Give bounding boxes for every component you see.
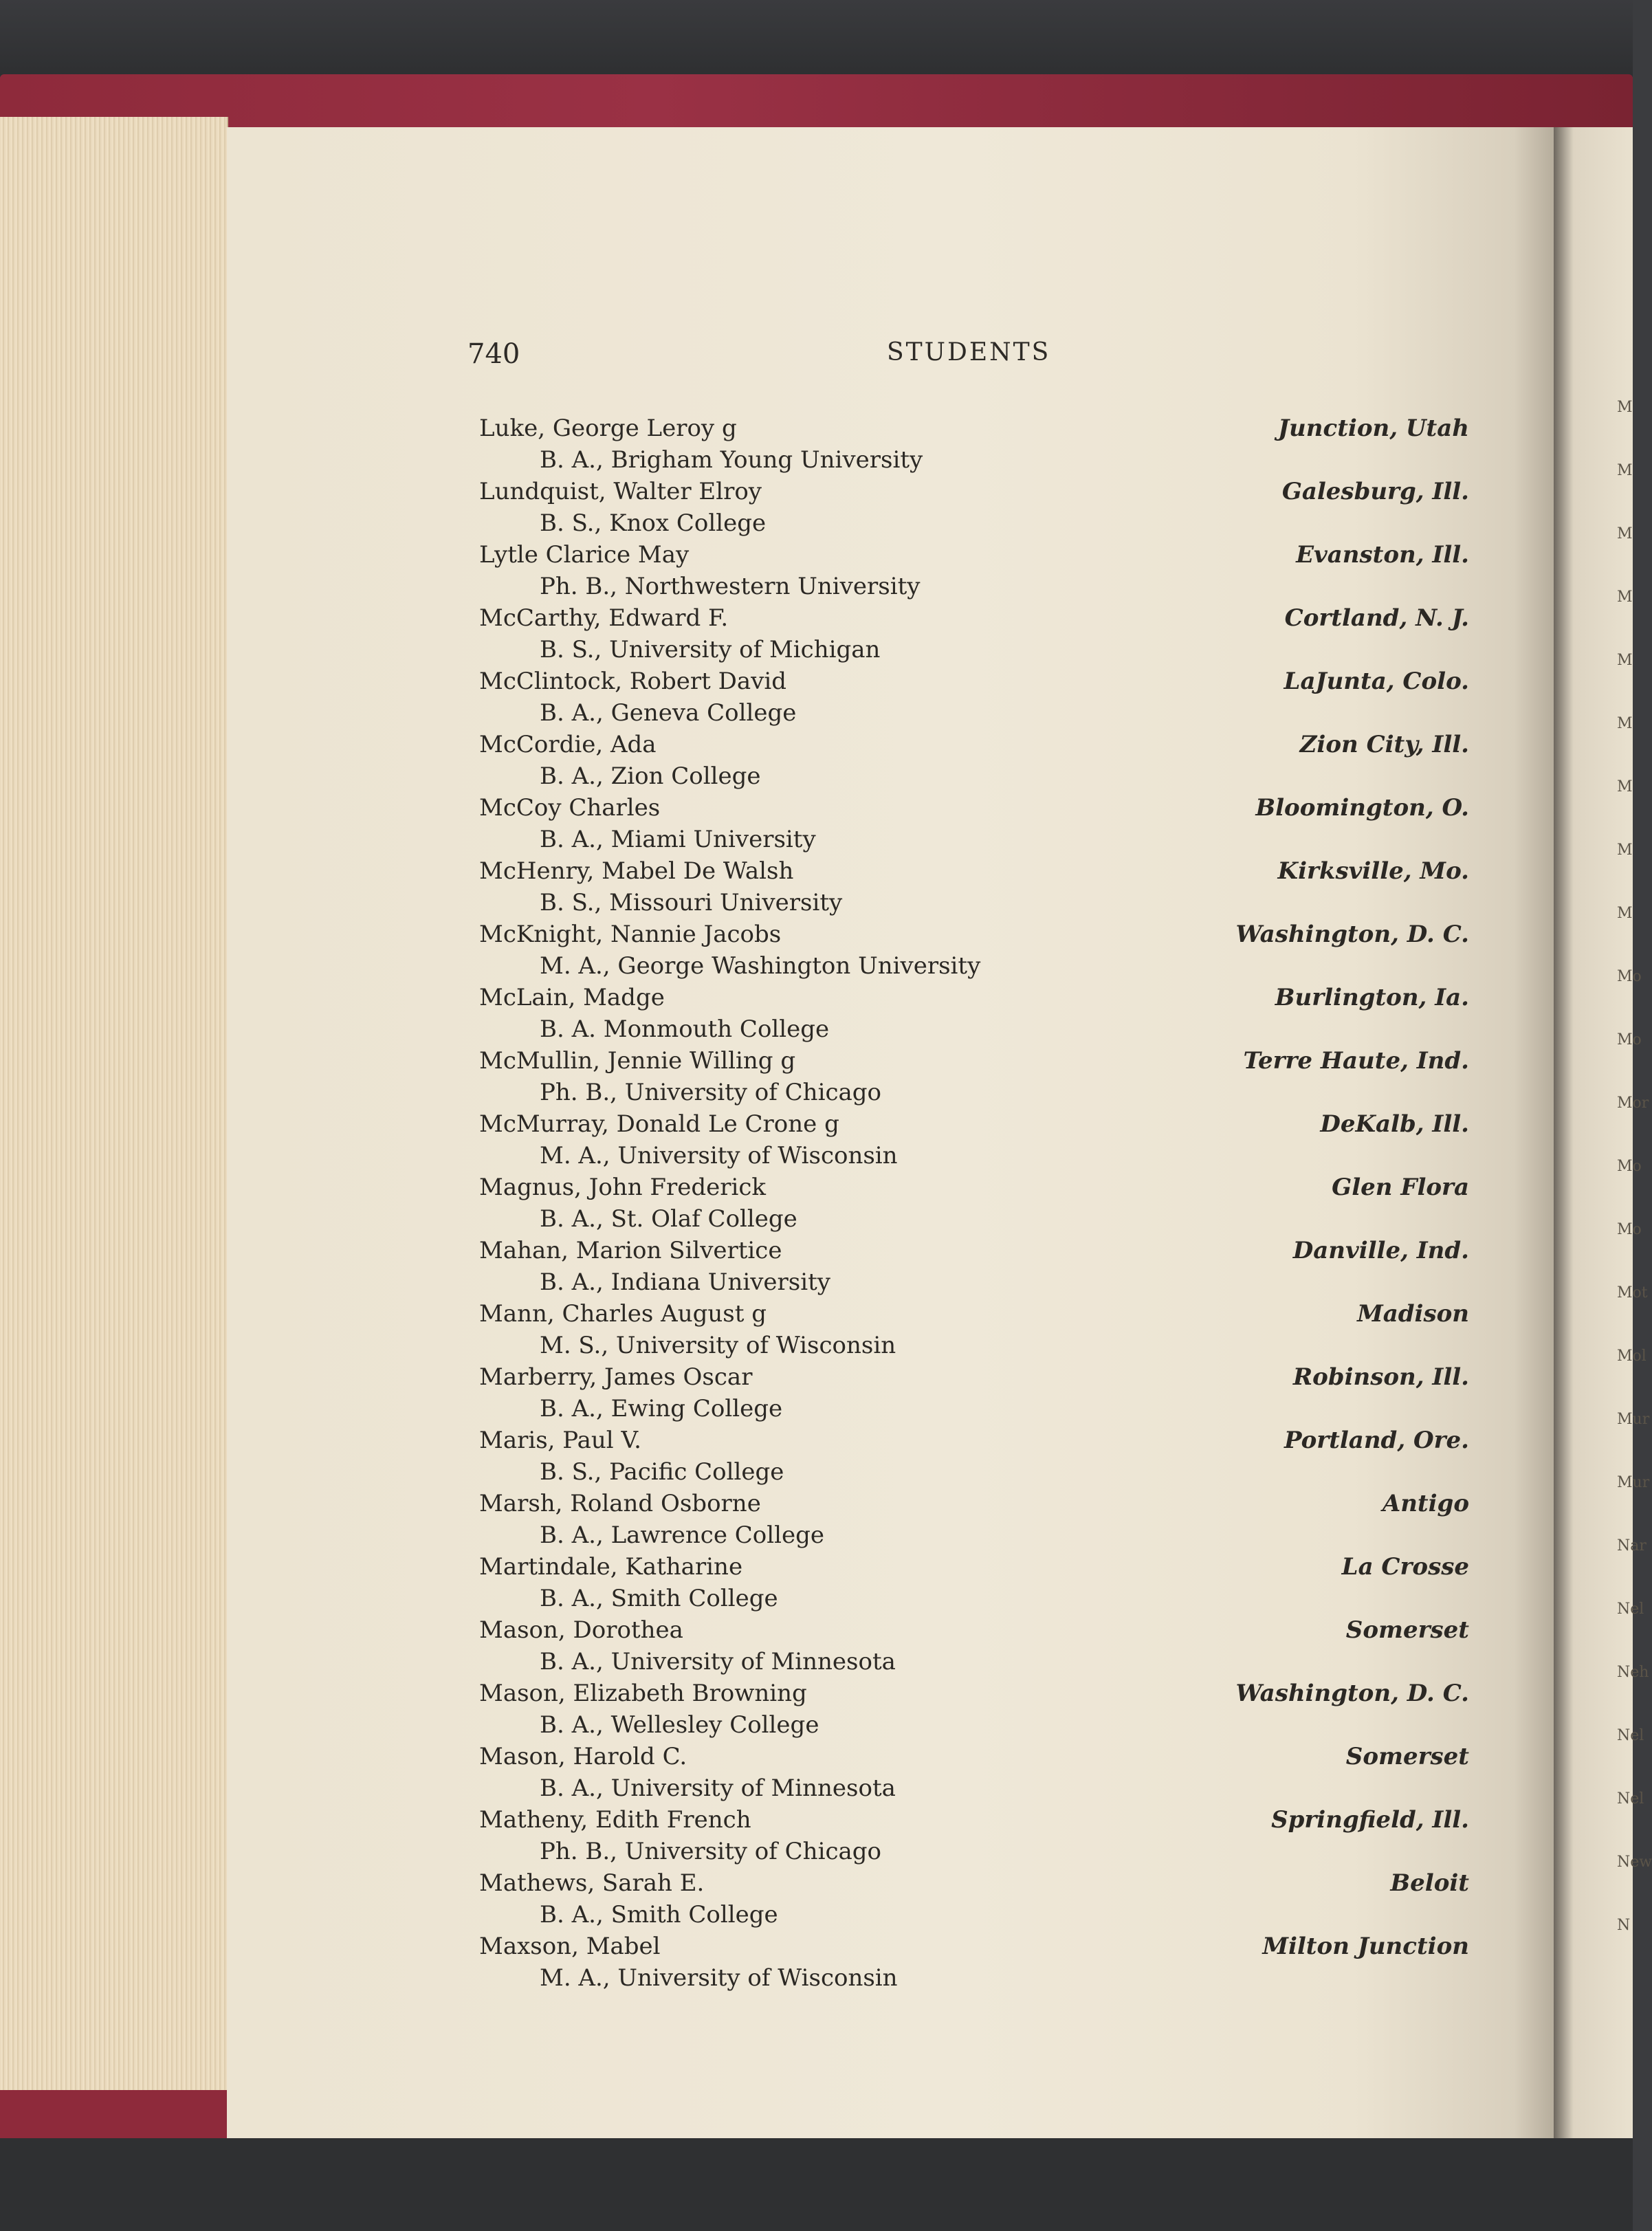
- facing-page-fragment: Mur: [1617, 1474, 1650, 1491]
- student-degree: B. S., University of Michigan: [540, 636, 881, 663]
- background-bottom: [0, 2138, 1633, 2231]
- student-hometown: Milton Junction: [1262, 1933, 1469, 1960]
- student-hometown: DeKalb, Ill.: [1320, 1110, 1469, 1138]
- student-entry: [479, 1488, 1469, 1551]
- facing-page-fragment: Neh: [1617, 1664, 1649, 1681]
- student-name: Martindale, Katharine: [479, 1553, 743, 1581]
- student-hometown: Burlington, Ia.: [1275, 984, 1469, 1011]
- student-degree: Ph. B., Northwestern University: [540, 573, 921, 600]
- student-hometown: Antigo: [1382, 1490, 1469, 1517]
- student-entry: [479, 1678, 1469, 1741]
- student-degree: B. A., Smith College: [540, 1585, 778, 1612]
- student-entry: [479, 413, 1469, 476]
- student-hometown: LaJunta, Colo.: [1284, 668, 1469, 695]
- student-degree: B. S., Knox College: [540, 509, 767, 537]
- student-hometown: Cortland, N. J.: [1284, 604, 1469, 632]
- student-name: Marberry, James Oscar: [479, 1363, 753, 1391]
- facing-page-fragment: M: [1617, 525, 1633, 542]
- student-entry: [479, 1361, 1469, 1425]
- student-name: Magnus, John Frederick: [479, 1174, 767, 1201]
- facing-page-fragment: M: [1617, 778, 1633, 795]
- student-degree: B. A., Ewing College: [540, 1395, 783, 1422]
- facing-page-fragment: Nel: [1617, 1790, 1644, 1807]
- page-block-edges: [0, 117, 228, 2090]
- student-degree: M. A., George Washington University: [540, 952, 981, 980]
- facing-page-fragment: M: [1617, 589, 1633, 606]
- student-name: Maris, Paul V.: [479, 1427, 641, 1454]
- student-name: Lytle Clarice May: [479, 541, 690, 569]
- facing-page-fragment: Mol: [1617, 1348, 1647, 1365]
- student-hometown: Zion City, Ill.: [1299, 731, 1469, 758]
- facing-page-fragment: M: [1617, 842, 1633, 859]
- student-name: Marsh, Roland Osborne: [479, 1490, 761, 1517]
- facing-page-fragment: Mo: [1617, 1031, 1642, 1048]
- student-name: Mason, Elizabeth Browning: [479, 1680, 807, 1707]
- student-name: Mahan, Marion Silvertice: [479, 1237, 782, 1264]
- student-degree: B. A., St. Olaf College: [540, 1205, 797, 1233]
- facing-page-fragment: Nel: [1617, 1601, 1644, 1618]
- student-hometown: Junction, Utah: [1277, 415, 1469, 442]
- student-degree: B. A., Indiana University: [540, 1268, 830, 1296]
- student-hometown: Bloomington, O.: [1255, 794, 1469, 822]
- student-entry: [479, 855, 1469, 919]
- background-top: [0, 0, 1633, 77]
- student-degree: B. A., Wellesley College: [540, 1711, 819, 1739]
- student-entry: [479, 792, 1469, 855]
- running-head: STUDENTS: [887, 338, 1051, 366]
- facing-page-fragment: Mo: [1617, 1158, 1642, 1175]
- student-entry: [479, 602, 1469, 666]
- student-name: McMullin, Jennie Willing g: [479, 1047, 796, 1075]
- student-hometown: Madison: [1357, 1300, 1469, 1328]
- facing-page-fragment: M: [1617, 652, 1633, 669]
- student-entry: [479, 1298, 1469, 1361]
- student-entry: [479, 1172, 1469, 1235]
- facing-page-fragment: Nar: [1617, 1537, 1647, 1554]
- student-entry: [479, 1614, 1469, 1678]
- facing-page-fragment: Mo: [1617, 968, 1642, 985]
- student-hometown: Washington, D. C.: [1235, 1680, 1469, 1707]
- student-degree: B. A., University of Minnesota: [540, 1774, 896, 1802]
- facing-page-fragment: M: [1617, 462, 1633, 479]
- student-name: McMurray, Donald Le Crone g: [479, 1110, 839, 1138]
- student-hometown: Kirksville, Mo.: [1277, 857, 1469, 885]
- book-cover-edge: [0, 74, 1633, 129]
- student-name: Mathews, Sarah E.: [479, 1869, 705, 1897]
- student-entry: [479, 539, 1469, 602]
- student-entry: [479, 1741, 1469, 1804]
- student-hometown: Somerset: [1345, 1743, 1469, 1770]
- student-hometown: Robinson, Ill.: [1292, 1363, 1469, 1391]
- student-entry: [479, 1867, 1469, 1931]
- student-entry: [479, 982, 1469, 1045]
- facing-page-fragment: M: [1617, 715, 1633, 732]
- student-hometown: Glen Flora: [1332, 1174, 1469, 1201]
- student-entry: [479, 1425, 1469, 1488]
- facing-page-fragment: Mor: [1617, 1095, 1649, 1112]
- student-entry: [479, 729, 1469, 792]
- student-hometown: Beloit: [1390, 1869, 1469, 1897]
- student-list: [479, 413, 1469, 1994]
- facing-page-fragments: [1617, 399, 1652, 1980]
- student-name: Matheny, Edith French: [479, 1806, 751, 1834]
- student-degree: B. A., Zion College: [540, 762, 761, 790]
- facing-page-fragment: Mur: [1617, 1411, 1650, 1428]
- student-entry: [479, 919, 1469, 982]
- student-name: McCordie, Ada: [479, 731, 657, 758]
- student-entry: [479, 476, 1469, 539]
- student-degree: B. A., Lawrence College: [540, 1521, 825, 1549]
- facing-page-fragment: N: [1617, 1917, 1631, 1934]
- student-hometown: Galesburg, Ill.: [1281, 478, 1469, 505]
- student-entry: [479, 1235, 1469, 1298]
- facing-page-fragment: M: [1617, 399, 1633, 416]
- student-degree: M. S., University of Wisconsin: [540, 1332, 896, 1359]
- student-hometown: Washington, D. C.: [1235, 921, 1469, 948]
- student-name: Maxson, Mabel: [479, 1933, 661, 1960]
- student-name: Mason, Harold C.: [479, 1743, 687, 1770]
- student-degree: M. A., University of Wisconsin: [540, 1964, 898, 1992]
- student-degree: B. A., Smith College: [540, 1901, 778, 1928]
- student-degree: B. A., Geneva College: [540, 699, 797, 727]
- student-hometown: Springfield, Ill.: [1271, 1806, 1469, 1834]
- student-name: McHenry, Mabel De Walsh: [479, 857, 794, 885]
- facing-page-fragment: Mot: [1617, 1284, 1648, 1301]
- facing-page-fragment: Mo: [1617, 1221, 1642, 1238]
- student-degree: B. S., Pacific College: [540, 1458, 784, 1486]
- student-degree: B. A. Monmouth College: [540, 1015, 830, 1043]
- student-degree: M. A., University of Wisconsin: [540, 1142, 898, 1169]
- student-entry: [479, 1108, 1469, 1172]
- student-name: McKnight, Nannie Jacobs: [479, 921, 782, 948]
- student-degree: B. A., University of Minnesota: [540, 1648, 896, 1675]
- student-name: Luke, George Leroy g: [479, 415, 737, 442]
- student-name: Lundquist, Walter Elroy: [479, 478, 762, 505]
- student-name: McCoy Charles: [479, 794, 661, 822]
- facing-page-fragment: New: [1617, 1854, 1652, 1871]
- student-hometown: La Crosse: [1341, 1553, 1469, 1581]
- student-degree: B. A., Brigham Young University: [540, 446, 923, 474]
- student-degree: Ph. B., University of Chicago: [540, 1079, 882, 1106]
- student-hometown: Somerset: [1345, 1616, 1469, 1644]
- student-degree: Ph. B., University of Chicago: [540, 1838, 882, 1865]
- student-entry: [479, 1804, 1469, 1867]
- student-hometown: Evanston, Ill.: [1296, 541, 1469, 569]
- student-degree: B. A., Miami University: [540, 826, 816, 853]
- student-entry: [479, 1045, 1469, 1108]
- student-hometown: Terre Haute, Ind.: [1243, 1047, 1469, 1075]
- student-name: McLain, Madge: [479, 984, 665, 1011]
- student-entry: [479, 1551, 1469, 1614]
- student-name: McCarthy, Edward F.: [479, 604, 729, 632]
- page-number: 740: [467, 338, 520, 370]
- facing-page-fragment: Nel: [1617, 1727, 1644, 1744]
- student-name: Mann, Charles August g: [479, 1300, 767, 1328]
- student-entry: [479, 666, 1469, 729]
- facing-page-fragment: M: [1617, 905, 1633, 922]
- student-name: McClintock, Robert David: [479, 668, 786, 695]
- student-name: Mason, Dorothea: [479, 1616, 683, 1644]
- student-entry: [479, 1931, 1469, 1994]
- student-degree: B. S., Missouri University: [540, 889, 843, 916]
- student-hometown: Danville, Ind.: [1292, 1237, 1469, 1264]
- student-hometown: Portland, Ore.: [1284, 1427, 1469, 1454]
